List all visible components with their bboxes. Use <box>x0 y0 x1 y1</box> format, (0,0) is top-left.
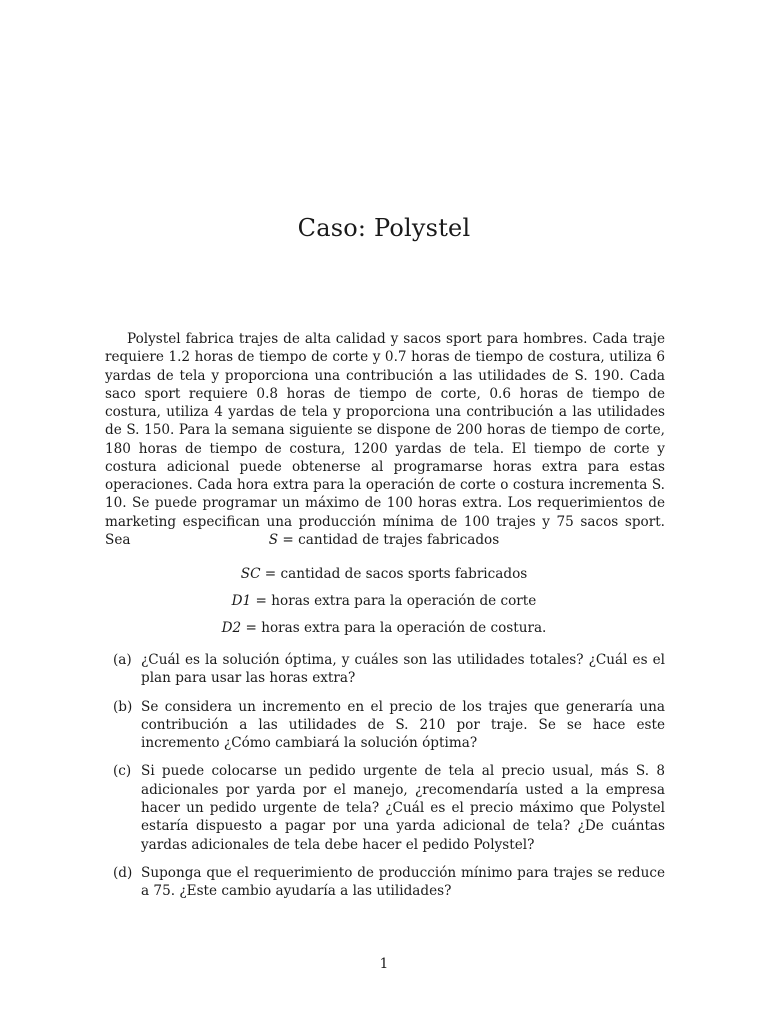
question-c <box>105 762 665 853</box>
definition-text: = cantidad de trajes fabricados <box>278 532 500 548</box>
question-text: ¿Cuál es la solución óptima, y cuáles son las utilidades totales? ¿Cuál es el plan para usar las horas extra? <box>141 652 665 687</box>
question-marker: (b) <box>113 698 133 715</box>
question-text: Si puede colocarse un pedido urgente de tela al precio usual, más S. 8 adicionales por yarda por el manejo, ¿recomendaría usted a la empresa hacer un pedido urgente de tela? ¿Cuál es el precio máximo que Polystel estaría dispuesto a pagar por una yarda adicional de tela? ¿De cuántas yardas adicionales de tela debe hacer el pedido Polystel? <box>141 763 665 853</box>
definition-d1 <box>0 593 768 609</box>
definition-text: = horas extra para la operación de costura. <box>241 620 547 636</box>
definition-variable: SC <box>240 566 261 582</box>
definition-text: = horas extra para la operación de corte <box>251 593 537 609</box>
question-marker: (c) <box>113 763 132 780</box>
definition-sc <box>0 566 768 582</box>
question-marker: (a) <box>113 652 132 668</box>
definition-variable: S <box>268 532 279 548</box>
definition-s <box>0 532 768 548</box>
definition-text: = cantidad de sacos sports fabricados <box>260 566 528 582</box>
document-title: Caso: Polystel <box>297 214 471 242</box>
question-text: Se considera un incremento en el precio de los trajes que generaría una contribución a las utilidades de S. 210 por traje. Se se hace este incremento ¿Cómo cambiará la solución óptima? <box>141 698 665 752</box>
question-marker: (d) <box>113 864 133 881</box>
question-a <box>105 651 665 688</box>
question-b <box>105 698 665 753</box>
question-text: Suponga que el requerimiento de producción mínimo para trajes se reduce a 75. ¿Este cambio ayudaría a las utilidades? <box>141 864 665 900</box>
question-d <box>105 864 665 901</box>
page-number: 1 <box>379 956 389 972</box>
question-list <box>105 651 665 911</box>
problem-statement: Polystel fabrica trajes de alta calidad y sacos sport para hombres. Cada traje requiere 1.2 horas de tiempo de corte y 0.7 horas de tiempo de costura, utiliza 6 yardas de tela y proporciona una contribución a las utilidades de S. 190. Cada saco sport requiere 0.8 horas de tiempo de corte, 0.6 horas de tiempo de costura, utiliza 4 yardas de tela y proporciona una contribución a las utilidades de S. 150. Para la semana siguiente se dispone de 200 horas de tiempo de corte, 180 horas de tiempo de costura, 1200 yardas de tela. El tiempo de corte y costura adicional puede obtenerse al programarse horas extra para estas operaciones. Cada hora extra para la operación de corte o costura incrementa S. 10. Se puede programar un máximo de 100 horas extra. Los requerimientos de marketing especifican una producción mínima de 100 trajes y 75 sacos sport. Sea <box>105 331 665 548</box>
definition-variable: D1 <box>231 593 252 609</box>
definition-d2 <box>0 620 768 636</box>
definition-variable: D2 <box>221 620 242 636</box>
